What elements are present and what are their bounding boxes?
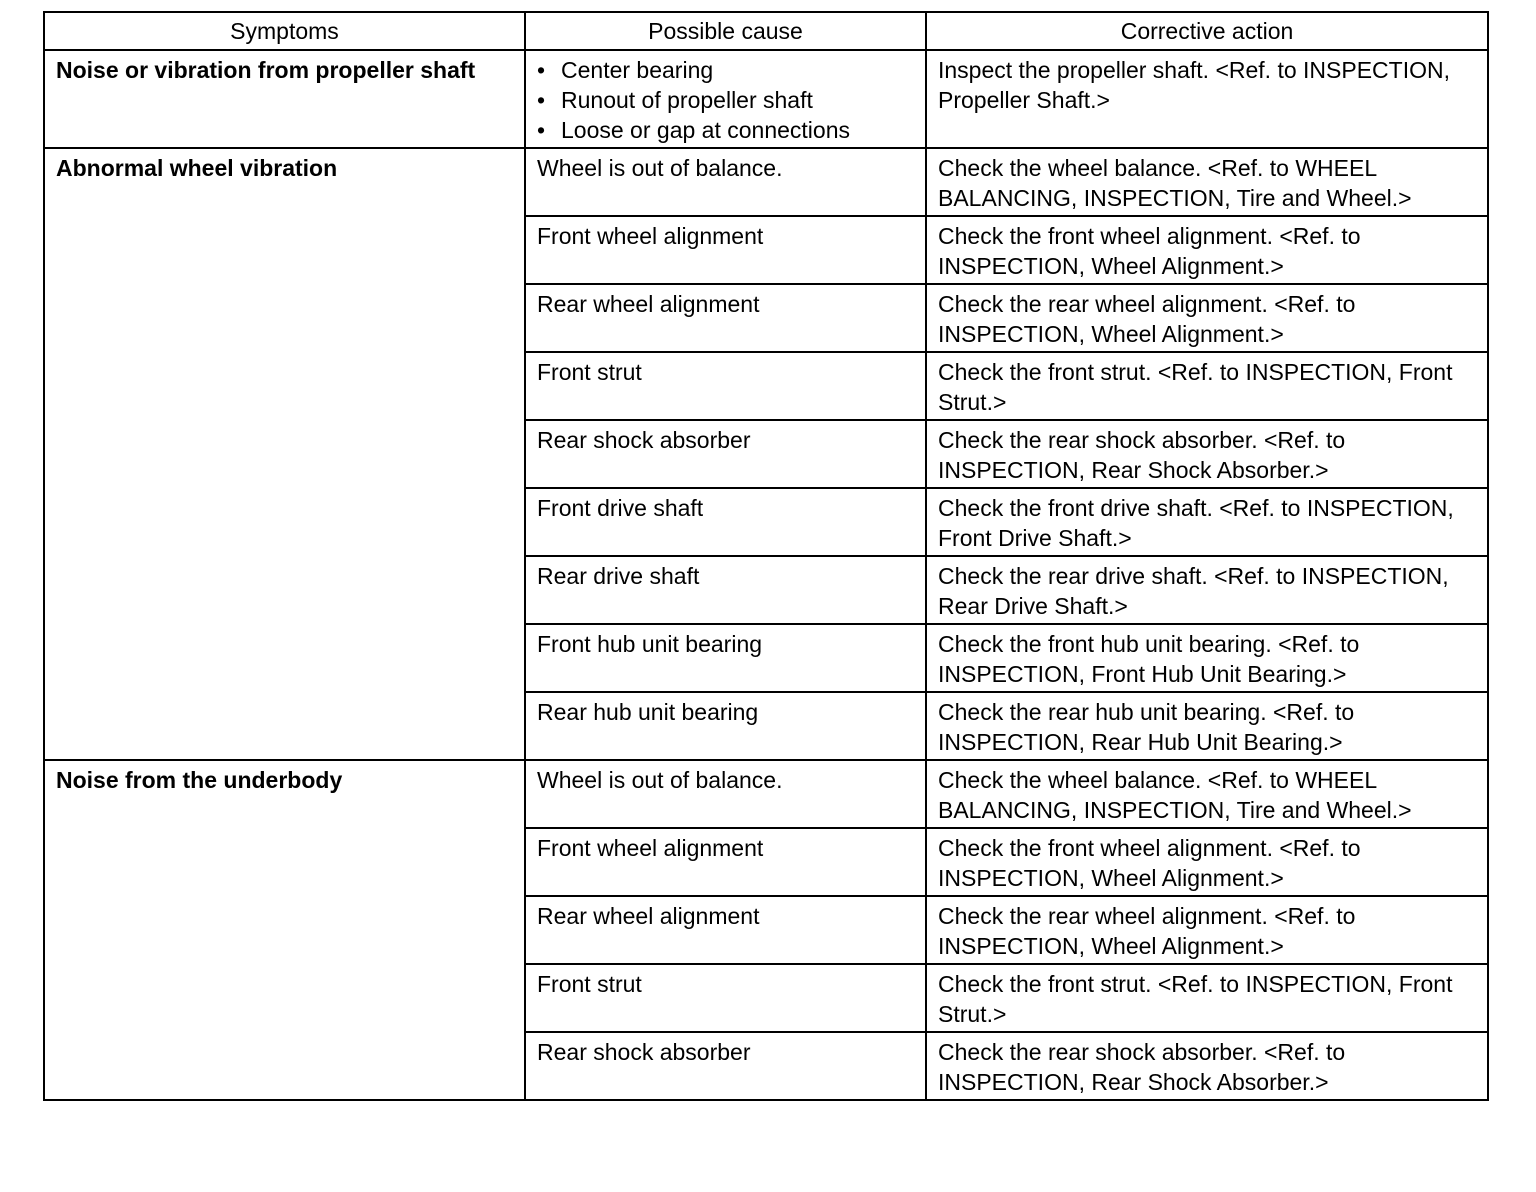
header-possible-cause: Possible cause — [525, 12, 926, 50]
table-body — [44, 50, 1488, 1100]
cause-cell: Rear shock absorber — [525, 420, 926, 488]
action-cell: Check the front wheel alignment. <Ref. to INSPECTION, Wheel Alignment.> — [926, 828, 1488, 896]
cause-cell: Rear shock absorber — [525, 1032, 926, 1100]
symptom-cell: Abnormal wheel vibration — [44, 148, 525, 760]
symptom-cell: Noise or vibration from propeller shaft — [44, 50, 525, 148]
table-row — [44, 148, 1488, 216]
action-cell: Check the front drive shaft. <Ref. to INSPECTION, Front Drive Shaft.> — [926, 488, 1488, 556]
cause-bullet-list — [537, 55, 915, 145]
cause-cell: Rear drive shaft — [525, 556, 926, 624]
action-cell: Check the wheel balance. <Ref. to WHEEL BALANCING, INSPECTION, Tire and Wheel.> — [926, 148, 1488, 216]
action-cell: Check the wheel balance. <Ref. to WHEEL BALANCING, INSPECTION, Tire and Wheel.> — [926, 760, 1488, 828]
action-cell: Inspect the propeller shaft. <Ref. to INSPECTION, Propeller Shaft.> — [926, 50, 1488, 148]
action-cell: Check the front hub unit bearing. <Ref. to INSPECTION, Front Hub Unit Bearing.> — [926, 624, 1488, 692]
cause-cell: Front wheel alignment — [525, 216, 926, 284]
action-cell: Check the rear hub unit bearing. <Ref. to INSPECTION, Rear Hub Unit Bearing.> — [926, 692, 1488, 760]
cause-cell: Wheel is out of balance. — [525, 148, 926, 216]
table-row — [44, 760, 1488, 828]
table-header — [44, 12, 1488, 50]
cause-cell: Rear wheel alignment — [525, 284, 926, 352]
cause-cell: Front strut — [525, 964, 926, 1032]
action-cell: Check the rear shock absorber. <Ref. to INSPECTION, Rear Shock Absorber.> — [926, 420, 1488, 488]
header-row — [44, 12, 1488, 50]
header-corrective-action: Corrective action — [926, 12, 1488, 50]
cause-cell — [525, 50, 926, 148]
action-cell: Check the rear drive shaft. <Ref. to INSPECTION, Rear Drive Shaft.> — [926, 556, 1488, 624]
action-cell: Check the rear shock absorber. <Ref. to INSPECTION, Rear Shock Absorber.> — [926, 1032, 1488, 1100]
action-cell: Check the rear wheel alignment. <Ref. to INSPECTION, Wheel Alignment.> — [926, 896, 1488, 964]
cause-cell: Front wheel alignment — [525, 828, 926, 896]
table-row — [44, 50, 1488, 148]
action-cell: Check the front strut. <Ref. to INSPECTION, Front Strut.> — [926, 352, 1488, 420]
header-symptoms: Symptoms — [44, 12, 525, 50]
cause-cell: Rear hub unit bearing — [525, 692, 926, 760]
action-cell: Check the rear wheel alignment. <Ref. to INSPECTION, Wheel Alignment.> — [926, 284, 1488, 352]
cause-cell: Front hub unit bearing — [525, 624, 926, 692]
action-cell: Check the front wheel alignment. <Ref. to INSPECTION, Wheel Alignment.> — [926, 216, 1488, 284]
symptom-cell: Noise from the underbody — [44, 760, 525, 1100]
cause-cell: Rear wheel alignment — [525, 896, 926, 964]
diagnostic-table — [43, 11, 1489, 1101]
cause-cell: Front strut — [525, 352, 926, 420]
cause-bullet-item: • Runout of propeller shaft — [537, 85, 915, 115]
cause-cell: Front drive shaft — [525, 488, 926, 556]
cause-bullet-item: • Loose or gap at connections — [537, 115, 915, 145]
cause-cell: Wheel is out of balance. — [525, 760, 926, 828]
action-cell: Check the front strut. <Ref. to INSPECTION, Front Strut.> — [926, 964, 1488, 1032]
cause-bullet-item: • Center bearing — [537, 55, 915, 85]
